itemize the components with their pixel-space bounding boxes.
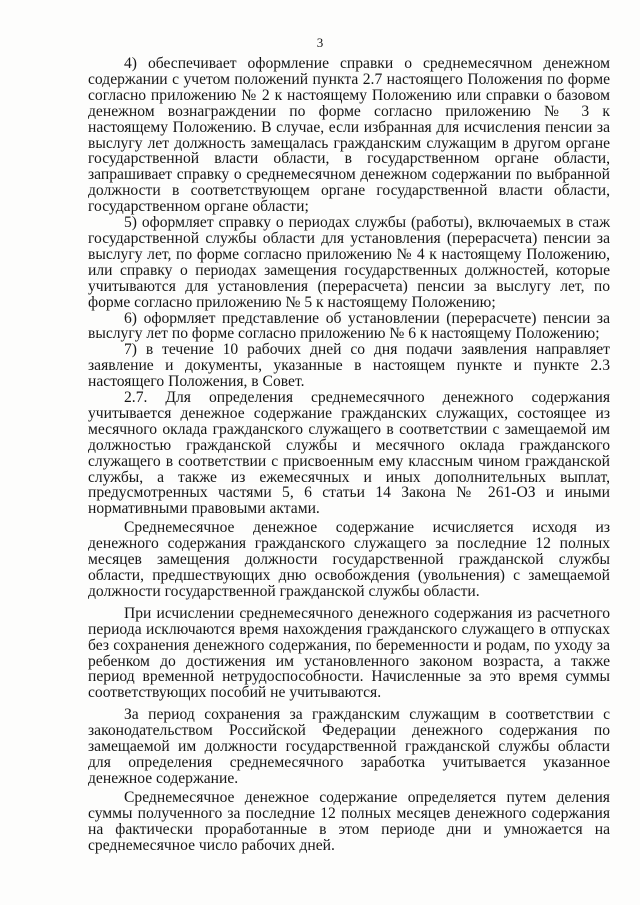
paragraph-item-5: 5) оформляет справку о периодах службы (работы), включаемых в стаж государственной службы области для установления (перерасчета) пенсии за выслугу лет, по форме согласно приложению № 4 к настоящему Положению, или справку о периодах замещения государственных должностей, которые учитываются для установления (перерасчета) пенсии за выслугу лет, по форме согласно приложению № 5 к настоящему Положению; (88, 214, 610, 311)
document-body (88, 56, 610, 853)
paragraph-excluded-periods: При исчислении среднемесячного денежного содержания из расчетного периода исключаются время нахождения гражданского служащего в отпусках без сохранения денежного содержания, по беременности и родам, по уходу за ребенком до достижения им установленного законом возраста, а также период временной нетрудоспособности. Начисленные за это время суммы соответствующих пособий не учитываются. (88, 604, 610, 702)
paragraph-section-2-7: 2.7. Для определения среднемесячного денежного содержания учитывается денежное содержание гражданских служащих, состоящее из месячного оклада гражданского служащего в соответствии с замещаемой им должностью гражданской службы и месячного оклада гражданского служащего в соответствии с присвоенным ему классным чином гражданской службы, а также из ежемесячных и иных дополнительных выплат, предусмотренных частями 5, 6 статьи 14 Закона № 261-ОЗ и иными нормативными правовыми актами. (88, 389, 610, 518)
paragraph-calculation-method: Среднемесячное денежное содержание определяется путем деления суммы полученного за последние 12 полных месяцев денежного содержания на фактически проработанные в этом периоде дни и умножается на среднемесячное число рабочих дней. (88, 788, 610, 854)
paragraph-item-4: 4) обеспечивает оформление справки о среднемесячном денежном содержании с учетом положений пункта 2.7 настоящего Положения по форме согласно приложению № 2 к настоящему Положению или справки о базовом денежном вознаграждении по форме согласно приложению № 3 к настоящему Положению. В случае, если избранная для исчисления пенсии за выслугу лет должность замещалась гражданским служащим в другом органе государственной власти области, в государственном органе области, запрашивает справку о среднемесячном денежном содержании по выбранной должности в соответствующем органе государственной власти области, государственном органе области; (88, 55, 610, 216)
paragraph-retained-salary-period: За период сохранения за гражданским служащим в соответствии с законодательством Российской Федерации денежного содержания по замещаемой им должности государственной гражданской службы области для определения среднемесячного заработка учитывается указанное денежное содержание. (88, 706, 610, 787)
paragraph-item-6: 6) оформляет представление об установлении (перерасчете) пенсии за выслугу лет по форме согласно приложению № 6 к настоящему Положению; (88, 309, 610, 343)
paragraph-average-salary-calculation: Среднемесячное денежное содержание исчисляется исходя из денежного содержания гражданского служащего за последние 12 полных месяцев замещения должности государственной гражданской службы области, предшествующих дню освобождения (увольнения) с замещаемой должности государственной гражданской службы области. (88, 519, 610, 600)
paragraph-item-7: 7) в течение 10 рабочих дней со дня подачи заявления направляет заявление и документы, указанные в настоящем пункте и пункте 2.3 настоящего Положения, в Совет. (88, 341, 610, 391)
page-number: 3 (316, 35, 324, 50)
